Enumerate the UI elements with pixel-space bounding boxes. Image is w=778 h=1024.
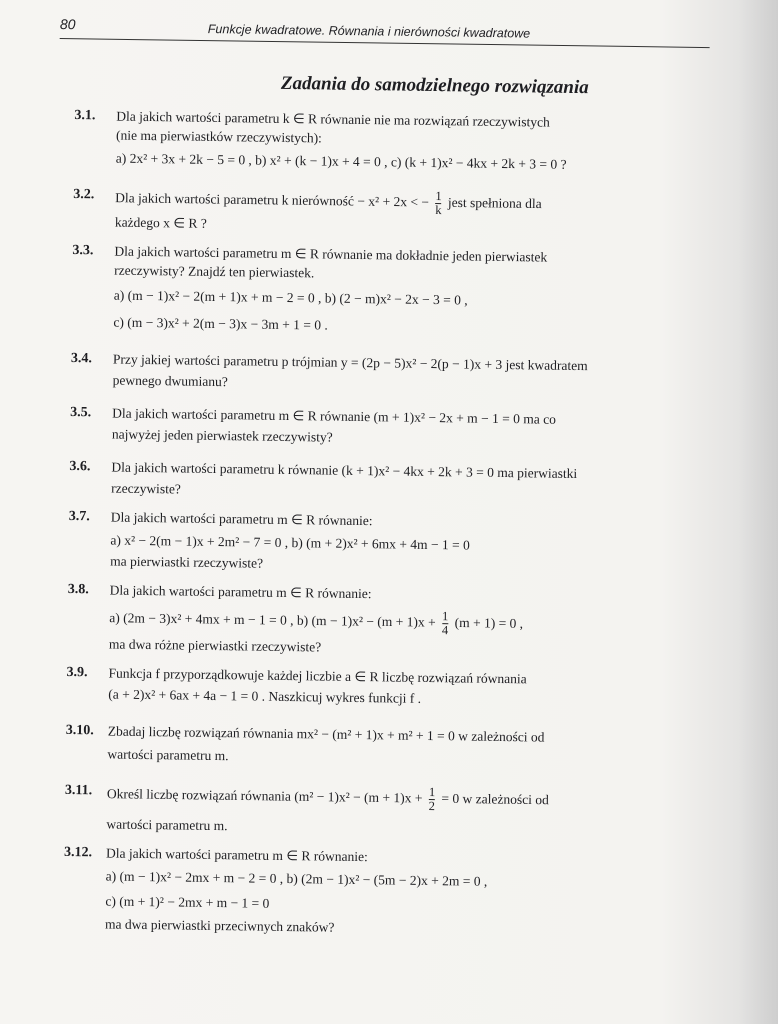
task-3-11 (64, 781, 725, 842)
fraction (429, 786, 436, 813)
task-text: = 0 w zależności od (441, 790, 549, 808)
task-line: ma dwa różne pierwiastki rzeczywiste? (108, 636, 322, 655)
task-number: 3.7. (68, 508, 90, 525)
task-3-1 (74, 106, 735, 176)
fraction-numerator: 1 (442, 609, 449, 624)
task-number: 3.11. (64, 782, 93, 799)
task-number: 3.6. (69, 458, 91, 475)
task-line: ma dwa pierwiastki przeciwnych znaków? (104, 916, 335, 935)
task-line: wartości parametru m. (106, 816, 228, 834)
task-line: Dla jakich wartości parametru k ∈ R równanie nie ma rozwiązań rzeczywistych (116, 108, 550, 130)
task-line: c) (m + 1)² − 2mx + m − 1 = 0 (105, 893, 270, 911)
exercise-section (63, 70, 735, 942)
task-line: c) (m − 3)x² + 2(m − 3)x − 3m + 1 = 0 . (113, 314, 328, 333)
fraction-numerator: 1 (428, 785, 436, 800)
page-header (60, 16, 710, 49)
task-text: Dla jakich wartości parametru k nierówność − x² + 2x < − (115, 190, 430, 210)
fraction (435, 190, 442, 217)
task-line: Dla jakich wartości parametru m ∈ R równanie: (110, 509, 373, 529)
fraction-denominator: k (435, 203, 442, 218)
task-3-7 (68, 507, 729, 579)
task-number: 3.3. (72, 242, 94, 259)
task-line: wartości parametru m. (107, 746, 229, 764)
task-number: 3.10. (65, 722, 94, 739)
task-text: Określ liczbę rozwiązań równania (m² − 1)x² − (m + 1)x + (106, 786, 423, 806)
page-number: 80 (59, 16, 76, 33)
task-line: a) (m − 1)x² − 2(m + 1)x + m − 2 = 0 , b) (2 − m)x² − 2x − 3 = 0 , (113, 287, 468, 308)
task-number: 3.12. (63, 844, 93, 861)
task-line: rzeczywiste? (111, 480, 181, 497)
task-line: ma pierwiastki rzeczywiste? (110, 553, 264, 571)
task-number: 3.2. (73, 186, 95, 203)
fraction-denominator: 4 (441, 623, 449, 638)
running-head: Funkcje kwadratowe. Równania i nierówności kwadratowe (207, 22, 531, 41)
task-number: 3.9. (66, 664, 88, 681)
task-3-12 (63, 843, 724, 942)
task-line: każdego x ∈ R ? (114, 214, 207, 231)
task-3-2 (73, 185, 734, 240)
section-title: Zadania do samodzielnego rozwiązania (280, 72, 589, 99)
task-line: pewnego dwumianu? (112, 372, 228, 390)
task-line: Zbadaj liczbę rozwiązań równania mx² − (m² + 1)x + m² + 1 = 0 w zależności od (107, 723, 545, 745)
header-rule (60, 38, 710, 48)
task-line: Dla jakich wartości parametru m ∈ R równanie: (109, 582, 372, 602)
task-line: a) 2x² + 3x + 2k − 5 = 0 , b) x² + (k − 1)x + 4 = 0 , c) (k + 1)x² − 4kx + 2k + 3 = 0 ? (115, 150, 567, 172)
task-line: Dla jakich wartości parametru m ∈ R równanie (m + 1)x² − 2x + m − 1 = 0 ma co (112, 405, 557, 427)
task-number: 3.5. (70, 404, 92, 421)
task-3-8 (67, 580, 728, 662)
task-line: (nie ma pierwiastków rzeczywistych): (115, 127, 322, 146)
task-text: a) (2m − 3)x² + 4mx + m − 1 = 0 , b) (m − 1)x² − (m + 1)x + (109, 610, 436, 630)
task-line: Dla jakich wartości parametru m ∈ R równanie: (105, 845, 368, 865)
task-line: a) x² − 2(m − 1)x + 2m² − 7 = 0 , b) (m + 2)x² + 6mx + 4m − 1 = 0 (110, 532, 470, 553)
task-line: Dla jakich wartości parametru m ∈ R równanie ma dokładnie jeden pierwiastek (114, 243, 548, 265)
task-line: (a + 2)x² + 6ax + 4a − 1 = 0 . Naszkicuj wykres funkcji f . (108, 686, 422, 706)
fraction-denominator: 2 (428, 799, 436, 814)
task-number: 3.4. (70, 350, 93, 367)
task-line: najwyżej jeden pierwiastek rzeczywisty? (111, 426, 333, 445)
fraction (442, 610, 449, 637)
task-number: 3.1. (74, 107, 96, 124)
task-number: 3.8. (67, 581, 89, 598)
task-text: jest spełniona dla (447, 194, 542, 212)
fraction-numerator: 1 (435, 189, 442, 204)
task-line: Funkcja f przyporządkowuje każdej liczbie a ∈ R liczbę rozwiązań równania (108, 665, 527, 687)
task-line: a) (m − 1)x² − 2mx + m − 2 = 0 , b) (2m − 1)x² − (5m − 2)x + 2m = 0 , (105, 868, 488, 889)
task-line: Przy jakiej wartości parametru p trójmian y = (2p − 5)x² − 2(p − 1)x + 3 jest kwadratem (112, 351, 588, 374)
task-line: rzeczywisty? Znajdź ten pierwiastek. (114, 262, 315, 281)
page-edge-shadow (738, 0, 778, 1024)
task-text: (m + 1) = 0 , (454, 614, 524, 631)
task-3-3 (71, 241, 732, 340)
task-line: Dla jakich wartości parametru k równanie (k + 1)x² − 4kx + 2k + 3 = 0 ma pierwiastki (111, 459, 578, 482)
